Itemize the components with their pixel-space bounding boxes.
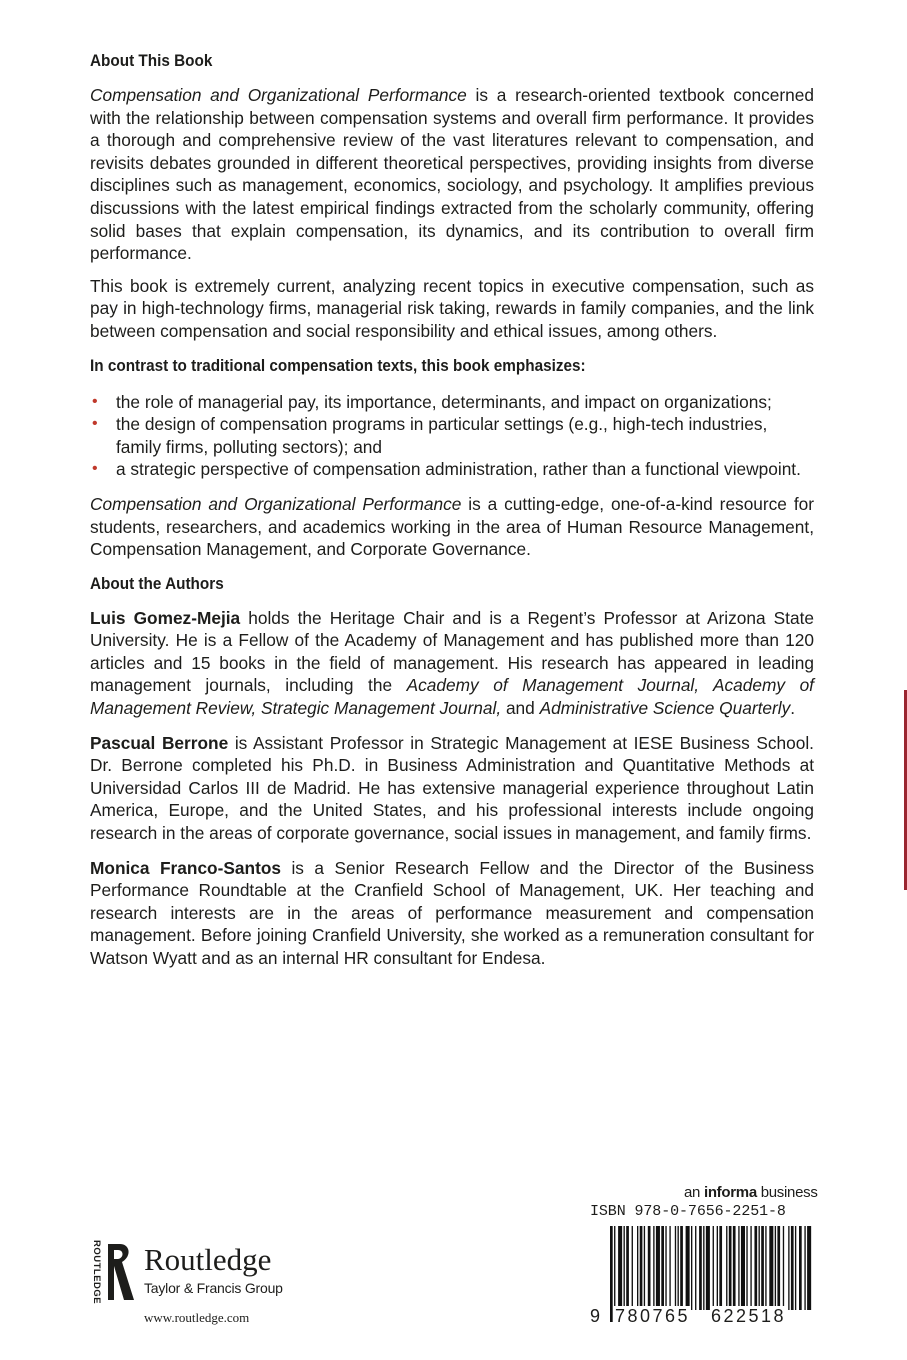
isbn-barcode: 9 780765 622518 (588, 1226, 814, 1328)
author-name: Pascual Berrone (90, 732, 229, 753)
bullet-icon: • (92, 392, 98, 410)
isbn-number: ISBN 978-0-7656-2251-8 (590, 1203, 786, 1220)
journal-list: Academy of Management Journal, Academy of Management Review, Strategic Management Journal, (90, 675, 814, 719)
informa-tagline: an informa business (684, 1184, 818, 1201)
bullet-icon: • (92, 415, 98, 433)
emphasis-heading: In contrast to traditional compensation texts, this book emphasizes: (90, 355, 586, 375)
about-authors-heading: About the Authors (90, 573, 224, 593)
publisher-website-link[interactable]: www.routledge.com (144, 1310, 250, 1325)
author-bio-berrone: Pascual Berrone is Assistant Professor in Strategic Management at IESE Business School. Dr. Berrone completed his Ph.D. in Business Administration and Quantitative Methods at Universidad Carlos III de Madrid. He has extensive managerial experience throughout Latin America, Europe, and the United States, and his professional interests include ongoing research in the areas of corporate governance, social issues in management, and family firms. (90, 732, 814, 844)
current-topics-paragraph: This book is extremely current, analyzing recent topics in executive compensation, such as pay in high-technology firms, managerial risk taking, rewards in family companies, and the link between compensation and social responsibility and ethical issues, among others. (90, 275, 814, 341)
closing-book-title: Compensation and Organizational Performance (90, 493, 462, 514)
journal-name: Administrative Science Quarterly (539, 698, 791, 719)
back-cover-text (90, 50, 814, 970)
bullet-icon: • (92, 460, 98, 478)
intro-paragraph (90, 84, 814, 265)
list-item: • the design of compensation programs in particular settings (e.g., high-tech industries, family firms, polluting sectors); and (92, 414, 768, 457)
intro-text: is a research-oriented textbook concerned with the relationship between compensation systems and overall firm performance. It provides a thorough and comprehensive review of the vast literatures relevant to compensation, and revisits debates grounded in different theoretical perspectives, providing insights from diverse disciplines such as management, economics, sociology, and psychology. It amplifies previous discussions with the latest empirical findings extracted from the scholarly community, offering solid bases that explain compensation, its dynamics, and its contribution to overall firm performance. (90, 85, 814, 264)
routledge-mark-icon (104, 1242, 136, 1302)
list-item: • a strategic perspective of compensation administration, rather than a functional viewpoint. (92, 459, 801, 480)
intro-book-title: Compensation and Organizational Performance (90, 85, 467, 105)
author-name: Luis Gomez-Mejia (90, 607, 241, 628)
closing-paragraph (90, 493, 814, 561)
list-item: • the role of managerial pay, its importance, determinants, and impact on organizations; (92, 391, 772, 412)
publisher-group: Taylor & Francis Group (144, 1280, 283, 1296)
author-name: Monica Franco-Santos (90, 857, 281, 878)
author-bio-franco-santos: Monica Franco-Santos is a Senior Research Fellow and the Director of the Business Performance Roundtable at the Cranfield School of Management, UK. Her teaching and research interests are in the areas of performance measurement and compensation management. Before joining Cranfield University, she worked as a remuneration consultant for Watson Wyatt and as an internal HR consultant for Endesa. (90, 857, 814, 968)
about-book-heading: About This Book (90, 51, 213, 70)
publisher-name: Routledge (144, 1242, 272, 1277)
emphasis-list (90, 391, 814, 481)
logo-vertical-text: ROUTLEDGE (91, 1240, 102, 1305)
closing-text: is a cutting-edge, one-of-a-kind resource for students, researchers, and academics working in the area of Human Resource Management, Compensation Management, and Corporate Governance. (90, 493, 814, 560)
author-bio-gomez-mejia: Luis Gomez-Mejia holds the Heritage Chair and is a Regent’s Professor at Arizona State University. He is a Fellow of the Academy of Management and has published more than 120 articles and 15 books in the field of management. His research has appeared in leading management journals, including the Academy of Management Journal, Academy of Management Review, Strategic Management Journal, and Administrative Science Quarterly. (90, 607, 814, 719)
routledge-logo (88, 1240, 318, 1305)
